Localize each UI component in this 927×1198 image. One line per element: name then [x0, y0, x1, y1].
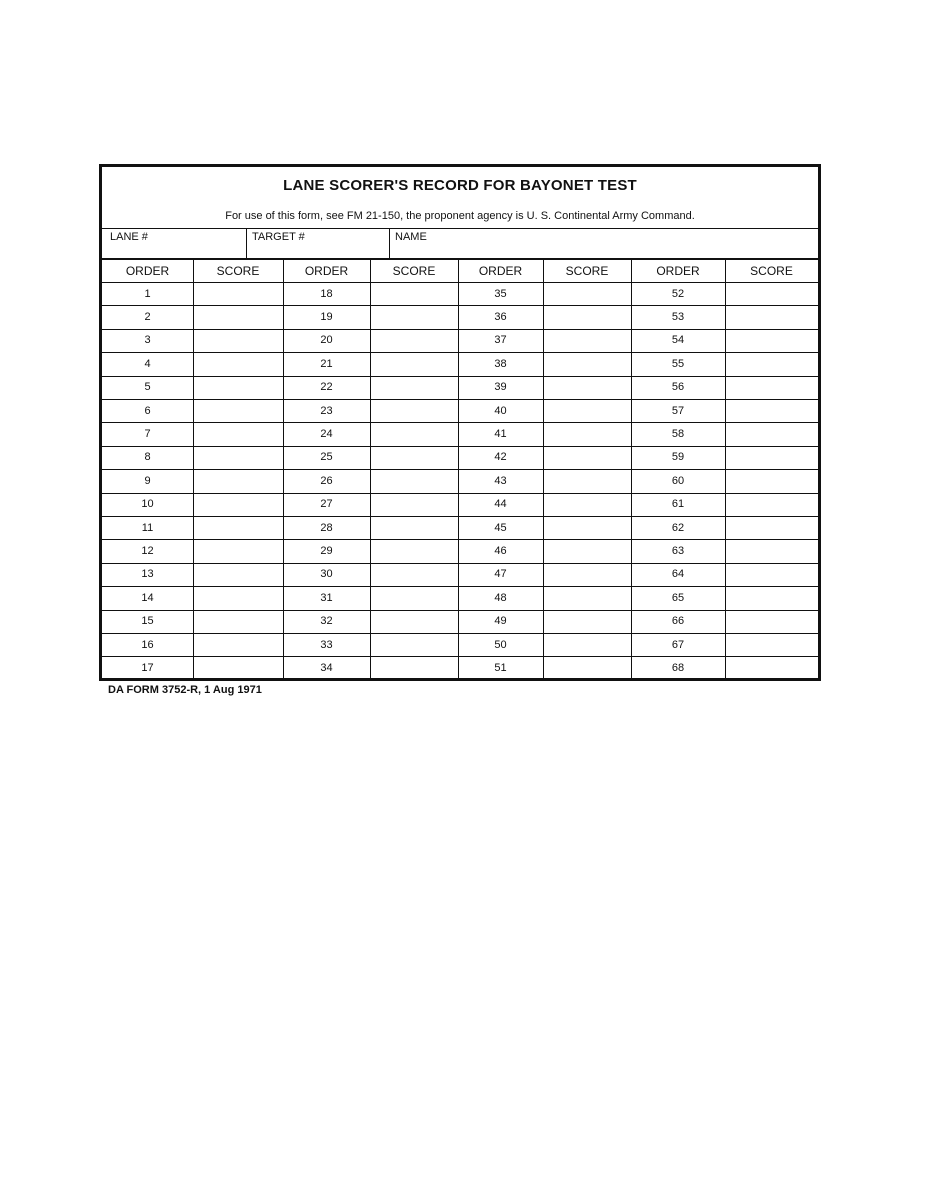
order-number: 18 — [320, 287, 333, 300]
order-number: 64 — [671, 568, 685, 581]
order-number: 32 — [320, 615, 333, 628]
order-number: 15 — [141, 615, 154, 628]
target-field-label: TARGET # — [252, 231, 305, 243]
order-number: 62 — [671, 521, 685, 534]
score-entry-cell[interactable] — [543, 469, 631, 492]
order-number: 19 — [320, 311, 333, 324]
order-number: 61 — [671, 498, 685, 511]
score-entry-cell[interactable] — [725, 446, 818, 469]
score-entry-cell[interactable] — [370, 563, 458, 586]
score-entry-cell[interactable] — [370, 656, 458, 679]
order-number: 9 — [144, 474, 151, 487]
score-entry-cell[interactable] — [725, 422, 818, 445]
score-column-header: SCORE — [750, 264, 793, 278]
order-column-header: ORDER — [656, 264, 700, 278]
order-number: 48 — [494, 591, 507, 604]
score-entry-cell[interactable] — [725, 469, 818, 492]
score-entry-cell[interactable] — [543, 376, 631, 399]
order-number: 21 — [320, 357, 333, 370]
score-entry-cell[interactable] — [370, 586, 458, 609]
score-entry-cell[interactable] — [193, 376, 283, 399]
order-number: 14 — [141, 591, 154, 604]
score-entry-cell[interactable] — [370, 469, 458, 492]
score-entry-cell[interactable] — [543, 352, 631, 375]
score-entry-cell[interactable] — [193, 422, 283, 445]
order-number: 34 — [320, 662, 333, 675]
score-entry-cell[interactable] — [370, 282, 458, 305]
order-number: 53 — [671, 311, 685, 324]
order-number: 7 — [144, 428, 151, 441]
order-number: 20 — [320, 334, 333, 347]
score-entry-cell[interactable] — [193, 610, 283, 633]
order-number: 17 — [141, 662, 154, 675]
header-divider — [102, 228, 818, 229]
order-number: 44 — [494, 498, 507, 511]
order-number: 65 — [671, 591, 685, 604]
order-number: 47 — [494, 568, 507, 581]
score-entry-cell[interactable] — [193, 493, 283, 516]
score-entry-cell[interactable] — [543, 422, 631, 445]
score-entry-cell[interactable] — [193, 539, 283, 562]
order-number: 2 — [144, 311, 151, 324]
score-entry-cell[interactable] — [543, 446, 631, 469]
score-entry-cell[interactable] — [725, 376, 818, 399]
order-number: 58 — [671, 428, 685, 441]
score-entry-cell[interactable] — [725, 563, 818, 586]
order-column-header: ORDER — [478, 264, 523, 278]
form-footer: DA FORM 3752-R, 1 Aug 1971 — [108, 684, 262, 696]
score-entry-cell[interactable] — [370, 493, 458, 516]
order-number: 60 — [671, 474, 685, 487]
order-number: 5 — [144, 381, 151, 394]
order-number: 6 — [144, 404, 151, 417]
order-number: 46 — [494, 545, 507, 558]
score-entry-cell[interactable] — [725, 282, 818, 305]
form-subtitle: For use of this form, see FM 21-150, the proponent agency is U. S. Continental Army Command. — [225, 210, 695, 222]
score-entry-cell[interactable] — [543, 610, 631, 633]
order-number: 30 — [320, 568, 333, 581]
score-entry-cell[interactable] — [370, 422, 458, 445]
order-number: 28 — [320, 521, 333, 534]
score-entry-cell[interactable] — [725, 352, 818, 375]
score-column-header: SCORE — [565, 264, 609, 278]
score-entry-cell[interactable] — [370, 610, 458, 633]
score-entry-cell[interactable] — [370, 399, 458, 422]
order-number: 39 — [494, 381, 507, 394]
score-entry-cell[interactable] — [370, 376, 458, 399]
order-number: 40 — [494, 404, 507, 417]
order-number: 36 — [494, 311, 507, 324]
score-entry-cell[interactable] — [370, 516, 458, 539]
order-number: 22 — [320, 381, 333, 394]
order-number: 57 — [671, 404, 685, 417]
order-number: 12 — [141, 545, 154, 558]
score-entry-cell[interactable] — [725, 586, 818, 609]
order-number: 42 — [494, 451, 507, 464]
score-entry-cell[interactable] — [725, 305, 818, 328]
score-entry-cell[interactable] — [725, 516, 818, 539]
order-number: 49 — [494, 615, 507, 628]
order-number: 56 — [671, 381, 685, 394]
score-entry-cell[interactable] — [193, 656, 283, 679]
order-number: 43 — [494, 474, 507, 487]
score-entry-cell[interactable] — [193, 329, 283, 352]
score-entry-cell[interactable] — [725, 493, 818, 516]
order-number: 38 — [494, 357, 507, 370]
score-entry-cell[interactable] — [193, 352, 283, 375]
order-number: 68 — [671, 662, 685, 675]
order-number: 8 — [144, 451, 151, 464]
order-column-header: ORDER — [125, 264, 170, 278]
score-entry-cell[interactable] — [543, 563, 631, 586]
score-entry-cell[interactable] — [725, 539, 818, 562]
score-column-header: SCORE — [392, 264, 436, 278]
score-entry-cell[interactable] — [193, 586, 283, 609]
form-title: LANE SCORER'S RECORD FOR BAYONET TEST — [283, 177, 637, 194]
order-number: 37 — [494, 334, 507, 347]
score-entry-cell[interactable] — [725, 656, 818, 679]
order-number: 16 — [141, 638, 154, 651]
score-entry-cell[interactable] — [543, 539, 631, 562]
order-number: 25 — [320, 451, 333, 464]
score-entry-cell[interactable] — [193, 399, 283, 422]
score-entry-cell[interactable] — [543, 282, 631, 305]
score-entry-cell[interactable] — [370, 352, 458, 375]
score-entry-cell[interactable] — [370, 446, 458, 469]
score-entry-cell[interactable] — [543, 656, 631, 679]
order-number: 1 — [144, 287, 151, 300]
score-entry-cell[interactable] — [193, 446, 283, 469]
order-column-header: ORDER — [304, 264, 349, 278]
score-entry-cell[interactable] — [725, 329, 818, 352]
score-entry-cell[interactable] — [543, 493, 631, 516]
order-number: 4 — [144, 357, 151, 370]
score-entry-cell[interactable] — [370, 329, 458, 352]
order-number: 33 — [320, 638, 333, 651]
score-entry-cell[interactable] — [193, 563, 283, 586]
score-entry-cell[interactable] — [370, 305, 458, 328]
order-number: 50 — [494, 638, 507, 651]
order-number: 63 — [671, 545, 685, 558]
score-entry-cell[interactable] — [193, 633, 283, 656]
order-number: 23 — [320, 404, 333, 417]
score-entry-cell[interactable] — [370, 633, 458, 656]
order-number: 54 — [671, 334, 685, 347]
order-number: 3 — [144, 334, 151, 347]
bayonet-test-form — [99, 164, 821, 681]
order-number: 27 — [320, 498, 333, 511]
order-number: 35 — [494, 287, 507, 300]
score-entry-cell[interactable] — [193, 305, 283, 328]
score-entry-cell[interactable] — [543, 633, 631, 656]
order-number: 67 — [671, 638, 685, 651]
score-entry-cell[interactable] — [543, 305, 631, 328]
order-number: 24 — [320, 428, 333, 441]
order-number: 10 — [141, 498, 154, 511]
score-entry-cell[interactable] — [543, 516, 631, 539]
score-entry-cell[interactable] — [193, 516, 283, 539]
order-number: 59 — [671, 451, 685, 464]
field-divider — [246, 228, 247, 259]
score-entry-cell[interactable] — [543, 329, 631, 352]
order-number: 51 — [494, 662, 507, 675]
score-entry-cell[interactable] — [725, 610, 818, 633]
order-number: 45 — [494, 521, 507, 534]
order-number: 13 — [141, 568, 154, 581]
score-entry-cell[interactable] — [725, 633, 818, 656]
score-entry-cell[interactable] — [370, 539, 458, 562]
score-entry-cell[interactable] — [543, 399, 631, 422]
order-number: 26 — [320, 474, 333, 487]
order-number: 31 — [320, 591, 333, 604]
name-field-label: NAME — [395, 231, 427, 243]
score-entry-cell[interactable] — [193, 469, 283, 492]
order-number: 41 — [494, 428, 507, 441]
order-number: 66 — [671, 615, 685, 628]
score-entry-cell[interactable] — [543, 586, 631, 609]
field-divider — [389, 228, 390, 259]
order-number: 11 — [141, 521, 154, 534]
order-number: 52 — [671, 287, 685, 300]
order-number: 55 — [671, 357, 685, 370]
order-number: 29 — [320, 545, 333, 558]
score-column-header: SCORE — [216, 264, 260, 278]
score-entry-cell[interactable] — [193, 282, 283, 305]
score-entry-cell[interactable] — [725, 399, 818, 422]
lane-field-label: LANE # — [110, 231, 148, 243]
